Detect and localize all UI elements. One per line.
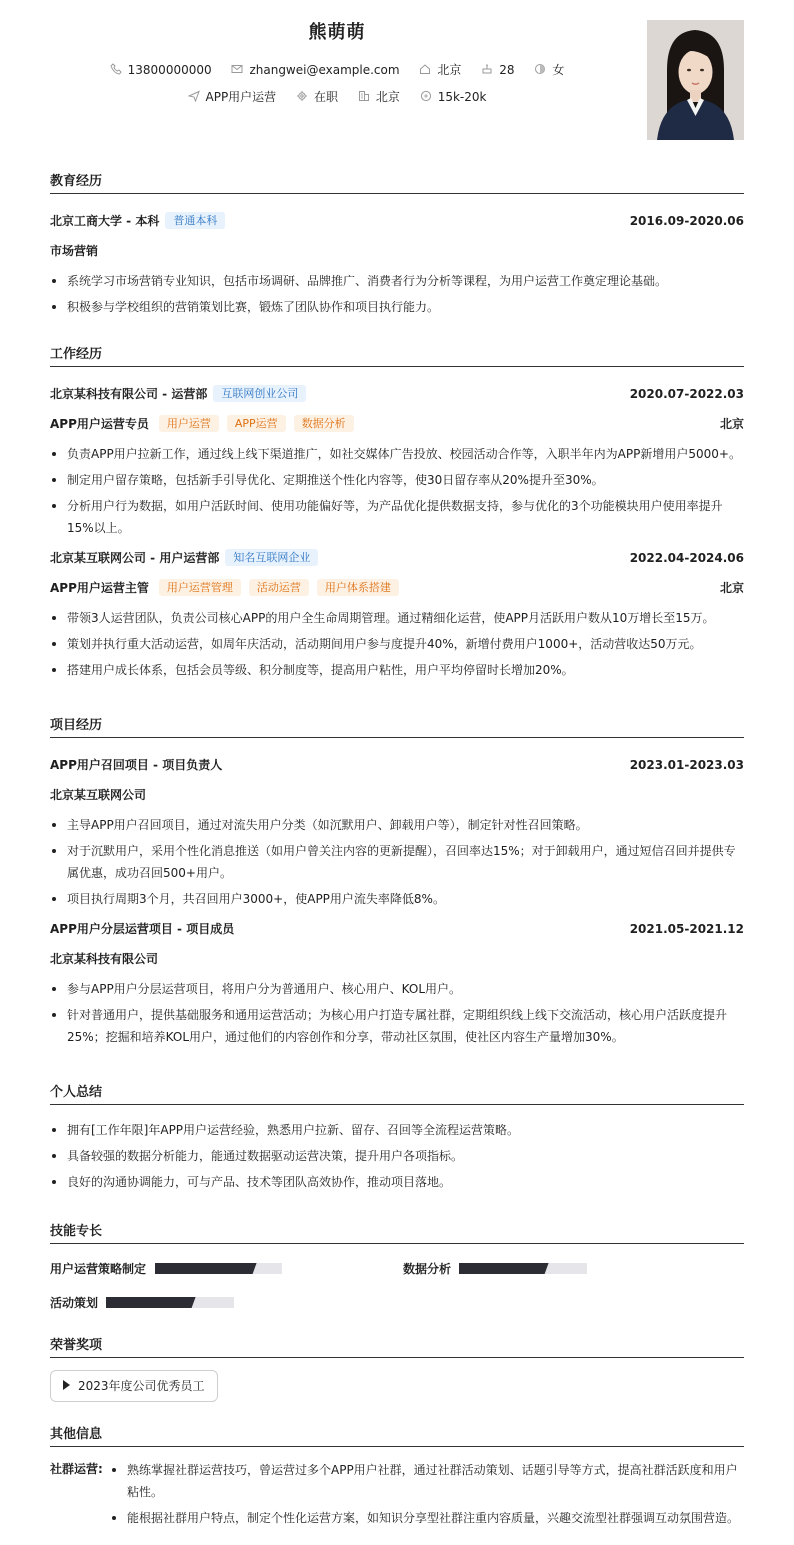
project-header-row <box>50 750 744 780</box>
honors-section <box>50 1334 744 1358</box>
gender-value: 女 <box>552 63 565 77</box>
list-item: 负责APP用户拉新工作，通过线上线下渠道推广，如社交媒体广告投放、校园活动合作等，入职半年内为APP新增用户5000+。 <box>50 443 744 465</box>
position: APP用户运营主管 <box>50 581 149 595</box>
skill-bar <box>459 1263 587 1274</box>
school-tag: 普通本科 <box>165 212 225 229</box>
job-date: 2022.04-2024.06 <box>629 551 744 565</box>
list-item: 搭建用户成长体系，包括会员等级、积分制度等，提高用户粘性，用户平均停留时长增加20%。 <box>50 659 744 681</box>
job-intent-row <box>0 88 674 105</box>
job-location: 北京 <box>719 581 744 595</box>
project-name: APP用户召回项目 - 项目负责人 <box>50 758 223 772</box>
mail-icon <box>231 63 243 75</box>
age-icon <box>481 63 493 75</box>
job-bullets <box>50 607 744 681</box>
coin-icon <box>420 90 432 102</box>
email-item <box>231 63 399 77</box>
skill-bar <box>155 1263 282 1274</box>
age-value: 28 <box>499 63 515 77</box>
salary-item <box>420 90 487 104</box>
other-bullets <box>110 1459 744 1529</box>
project-company: 北京某互联网公司 <box>50 788 147 802</box>
phone-icon <box>110 63 122 75</box>
company-name: 北京某科技有限公司 - 运营部 <box>50 387 208 401</box>
gender-icon <box>534 63 546 75</box>
skill-bar-fill <box>155 1263 257 1274</box>
candidate-name: 熊萌萌 <box>308 22 366 43</box>
project-date: 2021.05-2021.12 <box>629 922 744 936</box>
skill-bar <box>106 1297 234 1308</box>
edu-header-row <box>50 206 744 236</box>
position: APP用户运营专员 <box>50 417 149 431</box>
projects-section <box>50 714 744 1052</box>
job-target-value: APP用户运营 <box>205 90 277 104</box>
list-item: 针对普通用户，提供基础服务和通用运营活动；为核心用户打造专属社群，定期组织线上线下交流活动，核心用户活跃度提升25%；挖掘和培养KOL用户，通过他们的内容创作和分享，带动社区氛围，使社区内容生产量增加30%。 <box>50 1004 744 1048</box>
project-bullets <box>50 978 744 1048</box>
send-icon <box>188 90 200 102</box>
contact-row <box>0 61 674 78</box>
building-icon <box>358 90 370 102</box>
job-date: 2020.07-2022.03 <box>629 387 744 401</box>
list-item: 项目执行周期3个月，共召回用户3000+，使APP用户流失率降低8%。 <box>50 888 744 910</box>
project-bullets <box>50 814 744 910</box>
edu-bullets <box>50 270 744 318</box>
list-item: 策划并执行重大活动运营，如周年庆活动，活动期间用户参与度提升40%，新增付费用户1000+，活动营收达50万元。 <box>50 633 744 655</box>
phone-value: 13800000000 <box>127 63 212 77</box>
summary-bullets <box>50 1119 744 1193</box>
list-item: 制定用户留存策略，包括新手引导优化、定期推送个性化内容等，使30日留存率从20%提升至30%。 <box>50 469 744 491</box>
section-title: 荣誉奖项 <box>50 1334 744 1358</box>
section-title: 技能专长 <box>50 1220 744 1244</box>
skill-name: 用户运营策略制定 <box>50 1262 147 1276</box>
hometown-value: 北京 <box>437 63 462 77</box>
work-section <box>50 343 744 685</box>
city-value: 北京 <box>375 90 400 104</box>
status-item <box>296 88 338 105</box>
summary-section <box>50 1081 744 1197</box>
skill-tag: 活动运营 <box>249 579 309 596</box>
project-header-row <box>50 914 744 944</box>
home-icon <box>419 63 431 75</box>
skill-tag: 用户运营 <box>159 415 219 432</box>
list-item: 拥有[工作年限]年APP用户运营经验，熟悉用户拉新、留存、召回等全流程运营策略。 <box>50 1119 744 1141</box>
skill-tag: 用户运营管理 <box>159 579 241 596</box>
job-position-row <box>50 409 744 439</box>
hometown-item <box>419 61 461 78</box>
skill-tag: APP运营 <box>227 415 286 432</box>
major: 市场营销 <box>50 244 99 258</box>
section-title: 教育经历 <box>50 170 744 194</box>
job-header-row <box>50 543 744 573</box>
section-title: 工作经历 <box>50 343 744 367</box>
salary-value: 15k-20k <box>437 90 487 104</box>
award-item[interactable] <box>50 1370 218 1402</box>
play-icon <box>63 1380 70 1390</box>
job-position-row <box>50 573 744 603</box>
edu-date: 2016.09-2020.06 <box>629 214 744 228</box>
section-title: 其他信息 <box>50 1423 744 1447</box>
section-title: 个人总结 <box>50 1081 744 1105</box>
email-value: zhangwei@example.com <box>249 63 400 77</box>
company-tag: 知名互联网企业 <box>225 549 318 566</box>
job-target-item <box>188 88 277 105</box>
gear-icon <box>296 90 308 102</box>
skill-bar-fill <box>106 1297 196 1308</box>
project-company-row <box>50 944 744 974</box>
list-item: 主导APP用户召回项目，通过对流失用户分类（如沉默用户、卸载用户等），制定针对性召回策略。 <box>50 814 744 836</box>
project-company-row <box>50 780 744 810</box>
city-item <box>358 88 400 105</box>
list-item: 对于沉默用户，采用个性化消息推送（如用户曾关注内容的更新提醒），召回率达15%；对于卸载用户，通过短信召回并提供专属优惠，成功召回500+用户。 <box>50 840 744 884</box>
job-bullets <box>50 443 744 539</box>
profile-photo <box>647 20 744 140</box>
list-item: 分析用户行为数据，如用户活跃时间、使用功能偏好等，为产品优化提供数据支持，参与优化的3个功能模块用户使用率提升15%以上。 <box>50 495 744 539</box>
skill-tag: 用户体系搭建 <box>317 579 399 596</box>
skill-tag: 数据分析 <box>294 415 354 432</box>
skill-name: 活动策划 <box>50 1296 99 1310</box>
job-header-row <box>50 379 744 409</box>
education-section <box>50 170 744 322</box>
list-item: 具备较强的数据分析能力，能通过数据驱动运营决策，提升用户各项指标。 <box>50 1145 744 1167</box>
other-label: 社群运营: <box>50 1462 103 1476</box>
skill-name: 数据分析 <box>403 1262 452 1276</box>
list-item: 带领3人运营团队，负责公司核心APP的用户全生命周期管理。通过精细化运营，使APP月活跃用户数从10万增长至15万。 <box>50 607 744 629</box>
award-label: 2023年度公司优秀员工 <box>78 1379 205 1393</box>
skill-bar-fill <box>459 1263 549 1274</box>
project-name: APP用户分层运营项目 - 项目成员 <box>50 922 235 936</box>
list-item: 良好的沟通协调能力，可与产品、技术等团队高效协作，推动项目落地。 <box>50 1171 744 1193</box>
list-item: 熟练掌握社群运营技巧，曾运营过多个APP用户社群，通过社群活动策划、话题引导等方式，提高社群活跃度和用户粘性。 <box>110 1459 744 1503</box>
list-item: 能根据社群用户特点，制定个性化运营方案，如知识分享型社群注重内容质量，兴趣交流型社群强调互动氛围营造。 <box>110 1507 744 1529</box>
gender-item <box>534 61 564 78</box>
project-company: 北京某科技有限公司 <box>50 952 159 966</box>
age-item <box>481 63 514 77</box>
phone-item <box>110 63 212 77</box>
list-item: 系统学习市场营销专业知识，包括市场调研、品牌推广、消费者行为分析等课程，为用户运营工作奠定理论基础。 <box>50 270 744 292</box>
edu-major-row <box>50 236 744 266</box>
company-name: 北京某互联网公司 - 用户运营部 <box>50 551 220 565</box>
list-item: 参与APP用户分层运营项目，将用户分为普通用户、核心用户、KOL用户。 <box>50 978 744 1000</box>
school-name: 北京工商大学 - 本科 <box>50 214 160 228</box>
section-title: 项目经历 <box>50 714 744 738</box>
status-value: 在职 <box>314 90 339 104</box>
skills-section <box>50 1220 744 1244</box>
list-item: 积极参与学校组织的营销策划比赛，锻炼了团队协作和项目执行能力。 <box>50 296 744 318</box>
other-section <box>50 1423 744 1447</box>
project-date: 2023.01-2023.03 <box>629 758 744 772</box>
job-location: 北京 <box>719 417 744 431</box>
company-tag: 互联网创业公司 <box>213 385 306 402</box>
